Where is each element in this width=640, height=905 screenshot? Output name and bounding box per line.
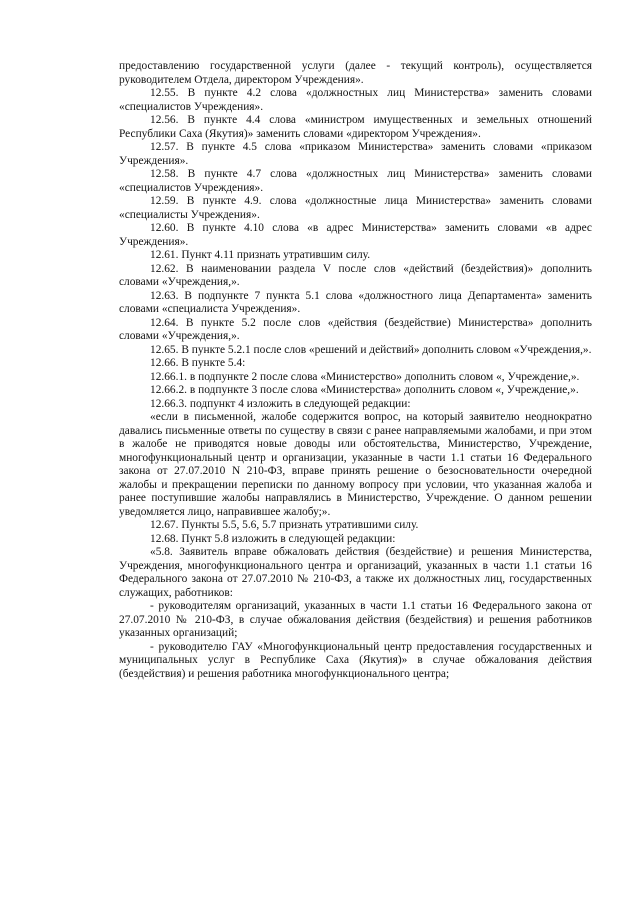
paragraph-12-55: 12.55. В пункте 4.2 слова «должностных лиц Министерства» заменить словами «специалистов Учреждения». xyxy=(119,87,592,113)
list-item-mfc: - руководителю ГАУ «Многофункциональный центр предоставления государственных и муниципальных услуг в Республике Саха (Якутия)» в случае обжалования действия (бездействия) и решения работника многофункционального центра; xyxy=(119,640,592,680)
paragraph-quote-complaint: «если в письменной, жалобе содержится вопрос, на который заявителю неоднократно давались письменные ответы по существу в связи с ранее направляемыми жалобами, и при этом в жалобе не приводятся новые доводы или обстоятельства, Министерство, Учреждение, многофункциональный центр и организации, указанные в части 1.1 статьи 16 Федерального закона от 27.07.2010 N 210-ФЗ, вправе принять решение о безосновательности очередной жалобы и прекращении переписки по данному вопросу при условии, что указанная жалоба и ранее поступившие жалобы направлялись в Министерство, Учреждение. О данном решении уведомляется лицо, направившее жалобу;». xyxy=(119,411,592,518)
paragraph-12-66: 12.66. В пункте 5.4: xyxy=(150,357,246,369)
paragraph-12-65: 12.65. В пункте 5.2.1 после слов «решений и действий» дополнить словом «Учреждения,». xyxy=(150,343,592,356)
paragraph-12-59: 12.59. В пункте 4.9. слова «должностные лица Министерства» заменить словами «специалисты Учреждения». xyxy=(119,195,592,221)
paragraph-intro: предоставлению государственной услуги (далее - текущий контроль), осуществляется руководителем Отдела, директором Учреждения». xyxy=(119,60,592,86)
paragraph-12-56: 12.56. В пункте 4.4 слова «министром имущественных и земельных отношений Республики Саха (Якутия)» заменить словами «директором Учреждения». xyxy=(119,114,592,140)
paragraph-12-62: 12.62. В наименовании раздела V после слов «действий (бездействия)» дополнить словами «Учреждения,». xyxy=(119,262,592,288)
paragraph-12-64: 12.64. В пункте 5.2 после слов «действия (бездействие) Министерства» дополнить словами «Учреждения,». xyxy=(119,316,592,342)
paragraph-12-61: 12.61. Пункт 4.11 признать утратившим силу. xyxy=(150,249,371,261)
paragraph-12-60: 12.60. В пункте 4.10 слова «в адрес Министерства» заменить словами «в адрес Учреждения». xyxy=(119,222,592,248)
paragraph-12-66-1: 12.66.1. в подпункте 2 после слова «Министерство» дополнить словом «, Учреждение,». xyxy=(150,370,580,383)
paragraph-12-67: 12.67. Пункты 5.5, 5.6, 5.7 признать утратившими силу. xyxy=(150,519,419,531)
paragraph-5-8: «5.8. Заявитель вправе обжаловать действия (бездействие) и решения Министерства, Учреждения, многофункционального центра и организаций, указанных в части 1.1 статьи 16 Федерального закона от 27.07.2010 № 210-ФЗ, а также их должностных лиц, государственных служащих, работников: xyxy=(119,546,592,599)
paragraph-12-66-3: 12.66.3. подпункт 4 изложить в следующей редакции: xyxy=(150,397,411,410)
document-page xyxy=(119,60,592,681)
paragraph-12-66-2: 12.66.2. в подпункте 3 после слова «Министерства» дополнить словом «, Учреждение,». xyxy=(150,384,579,396)
paragraph-12-58: 12.58. В пункте 4.7 слова «должностных лиц Министерства» заменить словами «специалистов Учреждения». xyxy=(119,168,592,194)
paragraph-12-68: 12.68. Пункт 5.8 изложить в следующей редакции: xyxy=(150,532,396,545)
paragraph-12-57: 12.57. В пункте 4.5 слова «приказом Министерства» заменить словами «приказом Учреждения». xyxy=(119,141,592,167)
list-item-organizations: - руководителям организаций, указанных в части 1.1 статьи 16 Федерального закона от 27.07.2010 № 210-ФЗ, в случае обжалования действия (бездействия) и решения работников указанных организаций; xyxy=(119,600,592,639)
paragraph-12-63: 12.63. В подпункте 7 пункта 5.1 слова «должностного лица Департамента» заменить словами «специалиста Учреждения». xyxy=(119,289,592,315)
